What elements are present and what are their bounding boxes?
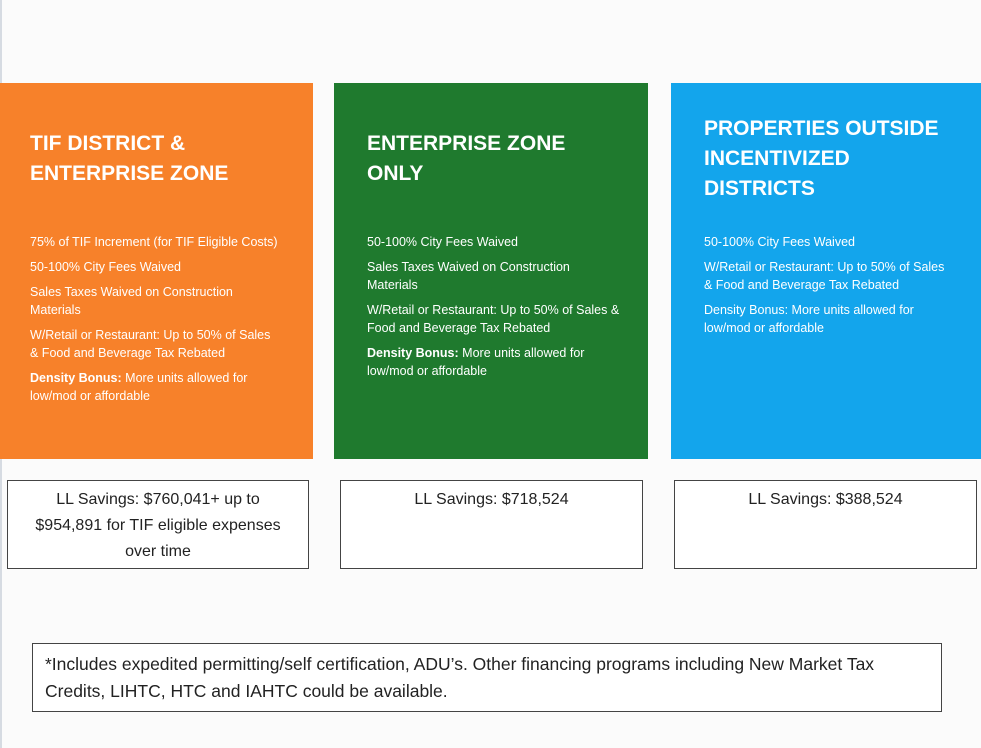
incentive-item: Sales Taxes Waived on Construction Materials	[367, 260, 570, 292]
card-title-line: ENTERPRISE ZONE	[367, 132, 566, 155]
card-title	[704, 114, 974, 204]
savings-box-outside: LL Savings: $388,524	[674, 480, 977, 569]
card-title-line: ENTERPRISE ZONE	[30, 162, 229, 185]
incentive-item: 50-100% City Fees Waived	[30, 260, 181, 274]
card-title-line: TIF DISTRICT &	[30, 132, 186, 155]
incentive-item: W/Retail or Restaurant: Up to 50% of Sales & Food and Beverage Tax Rebated	[704, 260, 945, 292]
card-title	[367, 129, 627, 189]
incentive-list	[704, 233, 954, 344]
savings-box-tif: LL Savings: $760,041+ up to $954,891 for TIF eligible expenses over time	[7, 480, 309, 569]
incentive-list	[30, 233, 280, 412]
incentive-item: W/Retail or Restaurant: Up to 50% of Sales & Food and Beverage Tax Rebated	[30, 328, 271, 360]
incentive-item: 50-100% City Fees Waived	[704, 235, 855, 249]
incentive-item: W/Retail or Restaurant: Up to 50% of Sales & Food and Beverage Tax Rebated	[367, 303, 620, 335]
card-title-line: DISTRICTS	[704, 177, 815, 200]
card-title-line: INCENTIVIZED	[704, 147, 850, 170]
savings-box-enterprise: LL Savings: $718,524	[340, 480, 643, 569]
card-tif-enterprise	[0, 83, 313, 459]
footnote-box: *Includes expedited permitting/self certification, ADU’s. Other financing programs including New Market Tax Credits, LIHTC, HTC and IAHTC could be available.	[32, 643, 942, 712]
incentive-item: 50-100% City Fees Waived	[367, 235, 518, 249]
incentive-list	[367, 233, 622, 387]
card-title-line: PROPERTIES OUTSIDE	[704, 117, 939, 140]
card-title-line: ONLY	[367, 162, 424, 185]
incentive-item: Density Bonus: More units allowed for low/mod or affordable	[704, 303, 914, 335]
card-outside-districts	[671, 83, 981, 459]
incentive-item: Density Bonus: More units allowed for low/mod or affordable	[367, 346, 585, 378]
card-enterprise-only	[334, 83, 648, 459]
card-title	[30, 129, 290, 189]
incentive-item: 75% of TIF Increment (for TIF Eligible Costs)	[30, 235, 278, 249]
incentive-item: Sales Taxes Waived on Construction Materials	[30, 285, 233, 317]
incentive-item: Density Bonus: More units allowed for low/mod or affordable	[30, 371, 248, 403]
